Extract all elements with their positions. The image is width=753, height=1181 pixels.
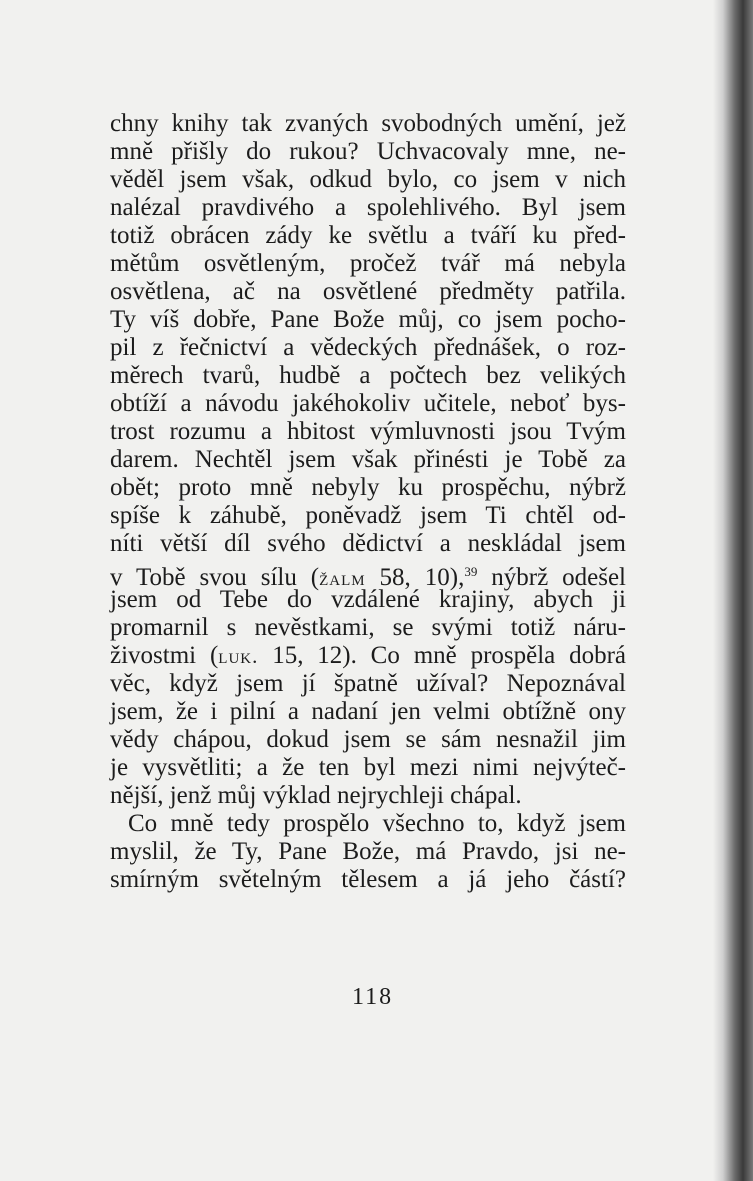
text-line: vědy chápou, dokud jsem se sám nesnažil jim [110,726,626,753]
text-line: mně přišly do rukou? Uchvacovaly mne, ne- [110,138,626,165]
text-segment: v Tobě svou sílu ( [110,564,320,591]
text-line: myslil, že Ty, Pane Bože, má Pravdo, jsi ne- [110,838,626,865]
text-line: smírným světelným tělesem a já jeho částí? [110,866,626,893]
text-line: věc, když jsem jí špatně užíval? Nepoznával [110,670,626,697]
footnote-marker: 39 [464,564,478,579]
text-line [110,642,626,670]
text-line: jsem, že i pilní a nadaní jen velmi obtížně ony [110,698,626,725]
text-line: níti větší díl svého dědictví a neskládal jsem [110,530,626,557]
text-line: Co mně tedy prospělo všechno to, když jsem [128,810,626,837]
text-segment: 58, 10), [365,564,465,591]
book-binding-shadow [713,0,753,1181]
text-line: trost rozumu a hbitost výmluvnosti jsou Tvým [110,418,626,445]
text-line: jsem od Tebe do vzdálené krajiny, abych ji [110,586,626,613]
text-line: je vysvětliti; a že ten byl mezi nimi nejvýteč- [110,754,626,781]
text-line: Ty víš dobře, Pane Bože můj, co jsem pocho- [110,306,626,333]
text-segment: nýbrž odešel [477,564,626,591]
text-line: obět; proto mně nebyly ku prospěchu, nýbrž [110,474,626,501]
text-line: věděl jsem však, odkud bylo, co jsem v nich [110,166,626,193]
text-segment: 15, 12). Co mně prospěla dobrá [258,642,627,669]
text-line [110,558,626,591]
text-line: měrech tvarů, hudbě a počtech bez velikých [110,362,626,389]
text-line: nější, jenž můj výklad nejrychleji chápal. [110,782,522,809]
text-segment: živostmi ( [110,642,219,669]
text-line: nalézal pravdivého a spolehlivého. Byl jsem [110,194,626,221]
text-line: darem. Nechtěl jsem však přinésti je Tobě za [110,446,626,473]
bible-reference: luk. [218,644,259,668]
text-line: osvětlena, ač na osvětlené předměty patřila. [110,278,626,305]
page-number: 118 [352,984,394,1010]
bible-reference: žalm [319,566,366,590]
text-line: promarnil s nevěstkami, se svými totiž náru- [110,614,626,641]
text-line: pil z řečnictví a vědeckých přednášek, o roz- [110,334,626,361]
text-line: totiž obrácen zády ke světlu a tváří ku před- [110,222,626,249]
text-line: spíše k záhubě, poněvadž jsem Ti chtěl od- [110,502,626,529]
text-line: chny knihy tak zvaných svobodných umění, jež [110,110,626,137]
body-text [110,110,626,894]
text-line: mětům osvětleným, pročež tvář má nebyla [110,250,626,277]
text-line: obtíží a návodu jakéhokoliv učitele, neboť bys- [110,390,626,417]
